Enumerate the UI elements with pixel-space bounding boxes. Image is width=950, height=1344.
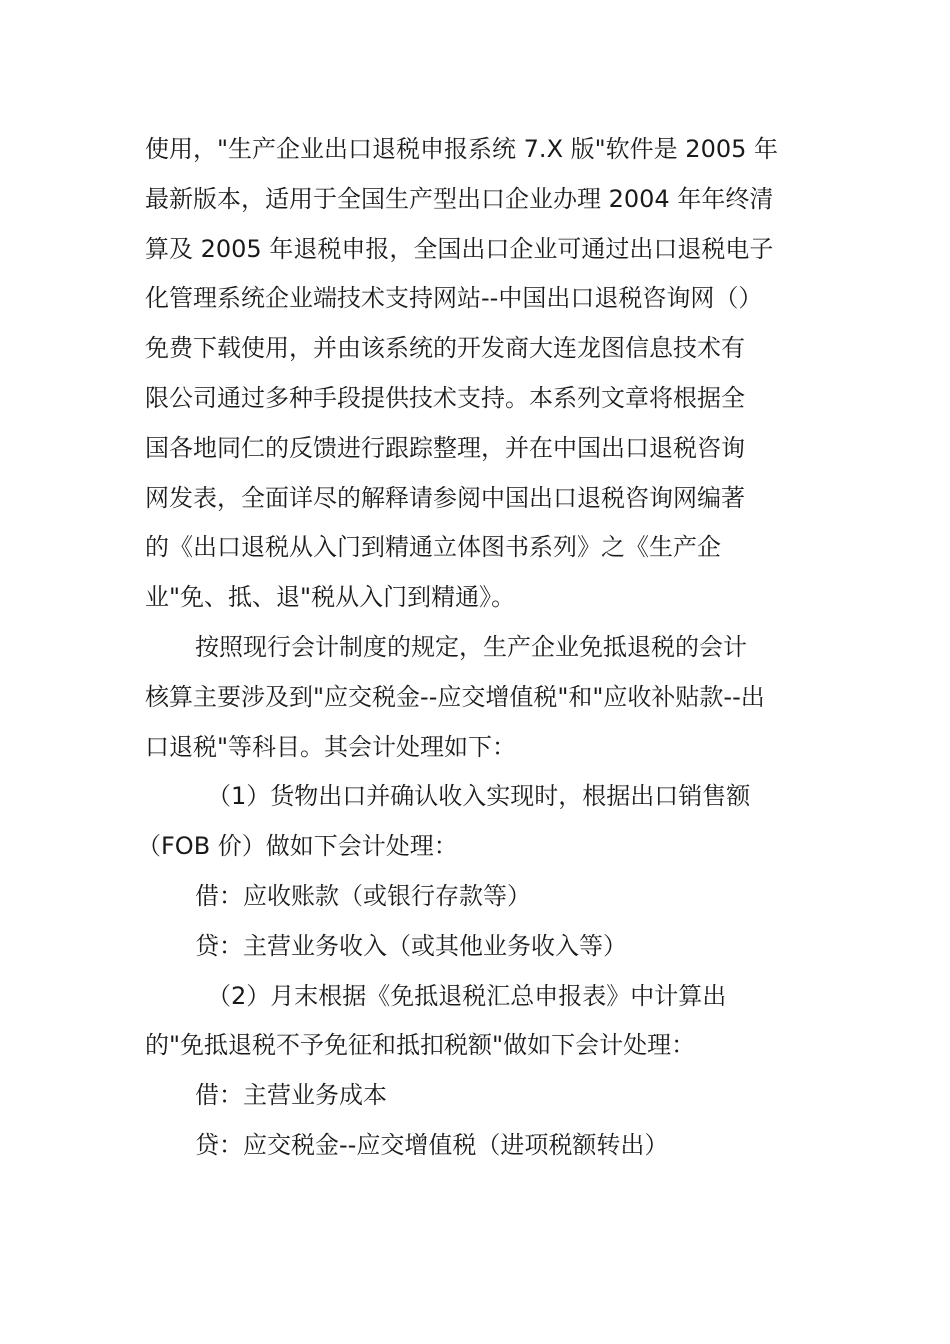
text-line: 口退税"等科目。其会计处理如下：: [145, 732, 517, 761]
paragraph-start-line: 按照现行会计制度的规定，生产企业免抵退税的会计: [195, 632, 747, 661]
text-line: 核算主要涉及到"应交税金--应交增值税"和"应收补贴款--出: [145, 682, 765, 711]
text-line: 的《出口退税从入门到精通立体图书系列》之《生产企: [145, 533, 721, 562]
credit-entry: 贷：应交税金--应交增值税（进项税额转出）: [195, 1130, 669, 1159]
text-line: 最新版本，适用于全国生产型出口企业办理 2004 年年终清: [145, 184, 774, 213]
item-2-line: （2）月末根据《免抵退税汇总申报表》中计算出: [207, 981, 727, 1010]
text-line: 网发表，全面详尽的解释请参阅中国出口退税咨询网编著: [145, 483, 745, 512]
text-line: 算及 2005 年退税申报，全国出口企业可通过出口退税电子: [145, 234, 774, 263]
text-line: 化管理系统企业端技术支持网站--中国出口退税咨询网（）: [145, 284, 763, 313]
text-line: 使用，"生产企业出口退税申报系统 7.X 版"软件是 2005 年: [145, 135, 779, 163]
debit-entry: 借：应收账款（或银行存款等）: [195, 881, 531, 910]
debit-entry: 借：主营业务成本: [195, 1081, 387, 1110]
text-line: 业"免、抵、退"税从入门到精通》。: [145, 583, 516, 612]
text-line: 免费下载使用，并由该系统的开发商大连龙图信息技术有: [145, 334, 745, 363]
text-line: 限公司通过多种手段提供技术支持。本系列文章将根据全: [145, 383, 745, 412]
text-line: 国各地同仁的反馈进行跟踪整理，并在中国出口退税咨询: [145, 433, 745, 462]
text-line: （FOB 价）做如下会计处理：: [137, 832, 458, 861]
credit-entry: 贷：主营业务收入（或其他业务收入等）: [195, 931, 627, 960]
text-line: 的"免抵退税不予免征和抵扣税额"做如下会计处理：: [145, 1031, 696, 1060]
body-text: [137, 125, 810, 1171]
item-1-line: （1）货物出口并确认收入实现时，根据出口销售额: [207, 782, 751, 811]
